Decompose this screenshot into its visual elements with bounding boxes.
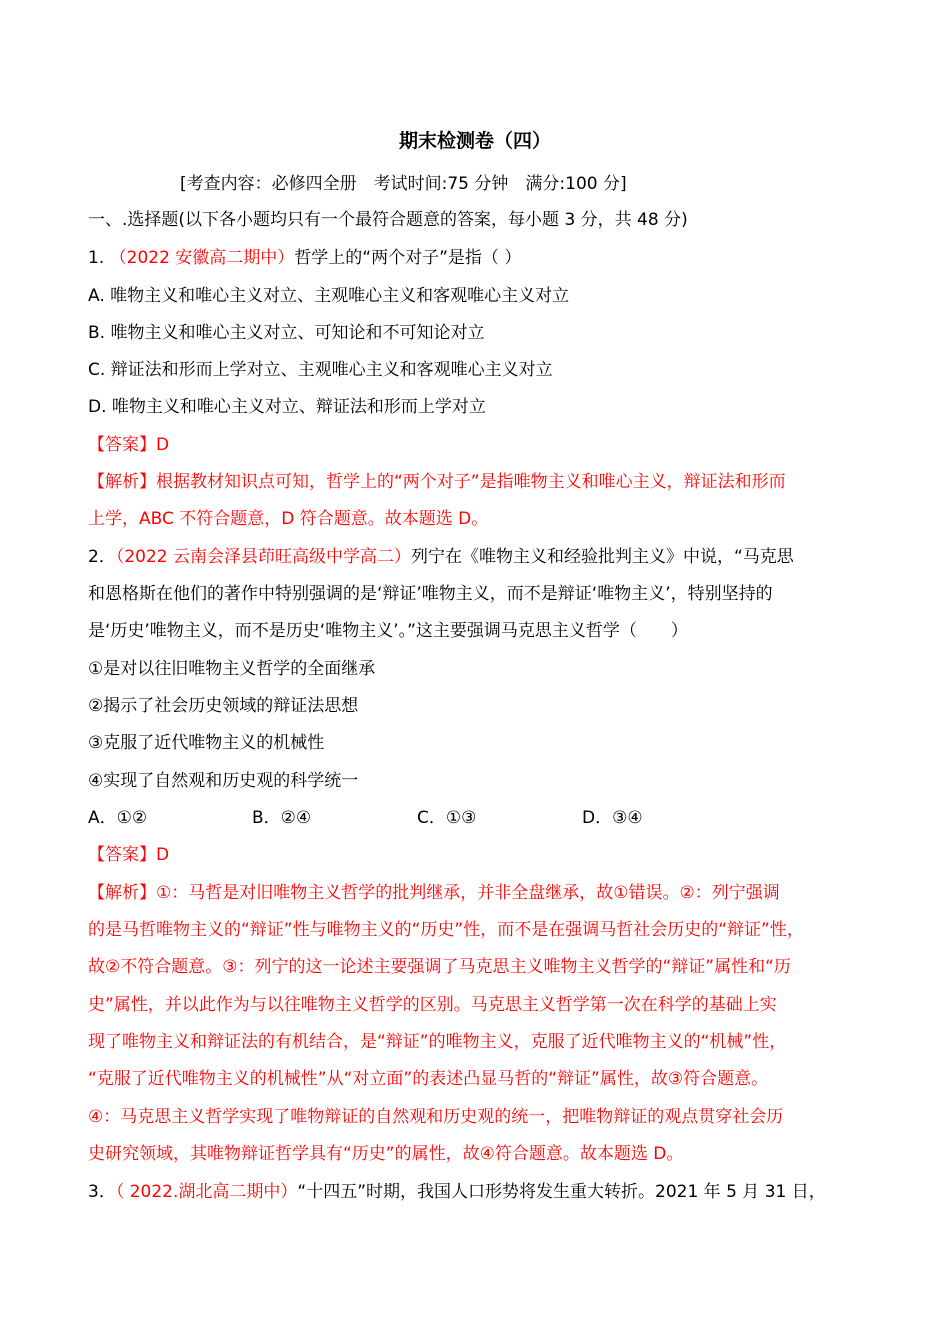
option-b: B. 唯物主义和唯心主义对立、可知论和不可知论对立 bbox=[88, 323, 485, 343]
question-text: 和恩格斯在他们的著作中特别强调的是‘辩证’唯物主义，而不是辩证‘唯物主义’，特别坚持的 bbox=[88, 584, 773, 604]
question-1-stem bbox=[88, 246, 521, 270]
question-text: 是‘历史’唯物主义，而不是历史‘唯物主义’。”这主要强调马克思主义哲学（ ） bbox=[88, 621, 688, 641]
question-2-stem bbox=[88, 545, 794, 569]
question-text: “十四五”时期，我国人口形势将发生重大转折。2021 年 5 月 31 日， bbox=[297, 1182, 826, 1202]
statement-item: ④实现了自然观和历史观的科学统一 bbox=[88, 771, 359, 791]
choice-b: B．②④ bbox=[252, 808, 312, 828]
analysis-line: 现了唯物主义和辩证法的有机结合，是“辩证”的唯物主义，克服了近代唯物主义的“机械”性， bbox=[88, 1032, 787, 1052]
analysis-line: 史”属性，并以此作为与以往唯物主义哲学的区别。马克思主义哲学第一次在科学的基础上实 bbox=[88, 995, 777, 1015]
question-source: （2022 云南会泽县茚旺高级中学高二） bbox=[115, 547, 411, 567]
choice-d: D．③④ bbox=[582, 808, 643, 828]
analysis-line: 【解析】根据教材知识点可知，哲学上的“两个对子”是指唯物主义和唯心主义，辩证法和形而 bbox=[88, 472, 786, 492]
exam-info: [考查内容：必修四全册 考试时间:75 分钟 满分:100 分] bbox=[180, 174, 627, 194]
answer: 【答案】D bbox=[88, 845, 170, 865]
question-text: 列宁在《唯物主义和经验批判主义》中说，“马克思 bbox=[411, 547, 794, 567]
option-d: D. 唯物主义和唯心主义对立、辩证法和形而上学对立 bbox=[88, 397, 486, 417]
option-c: C. 辩证法和形而上学对立、主观唯心主义和客观唯心主义对立 bbox=[88, 360, 553, 380]
question-number: 1. bbox=[88, 248, 105, 268]
question-source: （ 2022.湖北高二期中） bbox=[115, 1182, 298, 1202]
section-heading: 一、.选择题(以下各小题均只有一个最符合题意的答案，每小题 3 分，共 48 分) bbox=[88, 210, 688, 230]
question-3-stem bbox=[88, 1180, 826, 1204]
analysis-line: ④：马克思主义哲学实现了唯物辩证的自然观和历史观的统一，把唯物辩证的观点贯穿社会历 bbox=[88, 1107, 784, 1127]
page-title: 期末检测卷（四） bbox=[398, 130, 551, 152]
analysis-line: 【解析】①：马哲是对旧唯物主义哲学的批判继承，并非全盘继承，故①错误。②：列宁强调 bbox=[88, 883, 780, 903]
analysis-line: 故②不符合题意。③：列宁的这一论述主要强调了马克思主义唯物主义哲学的“辩证”属性和“历 bbox=[88, 957, 791, 977]
analysis-line: 上学，ABC 不符合题意，D 符合题意。故本题选 D。 bbox=[88, 509, 489, 529]
question-text: 哲学上的“两个对子”是指（ ） bbox=[294, 248, 522, 268]
question-number: 2． bbox=[88, 547, 116, 567]
question-number: 3． bbox=[88, 1182, 116, 1202]
analysis-line: “克服了近代唯物主义的机械性”从“对立面”的表述凸显马哲的“辩证”属性，故③符合题意。 bbox=[88, 1069, 769, 1089]
option-a: A. 唯物主义和唯心主义对立、主观唯心主义和客观唯心主义对立 bbox=[88, 286, 570, 306]
statement-item: ①是对以往旧唯物主义哲学的全面继承 bbox=[88, 659, 376, 679]
analysis-line: 史研究领域，其唯物辩证哲学具有“历史”的属性，故④符合题意。故本题选 D。 bbox=[88, 1144, 684, 1164]
statement-item: ②揭示了社会历史领域的辩证法思想 bbox=[88, 696, 359, 716]
question-source: （2022 安徽高二期中） bbox=[109, 248, 295, 268]
analysis-line: 的是马哲唯物主义的“辩证”性与唯物主义的“历史”性，而不是在强调马哲社会历史的“辩证”性， bbox=[88, 920, 804, 940]
answer: 【答案】D bbox=[88, 435, 170, 455]
choice-a: A．①② bbox=[88, 808, 148, 828]
statement-item: ③克服了近代唯物主义的机械性 bbox=[88, 733, 325, 753]
choice-c: C．①③ bbox=[417, 808, 477, 828]
